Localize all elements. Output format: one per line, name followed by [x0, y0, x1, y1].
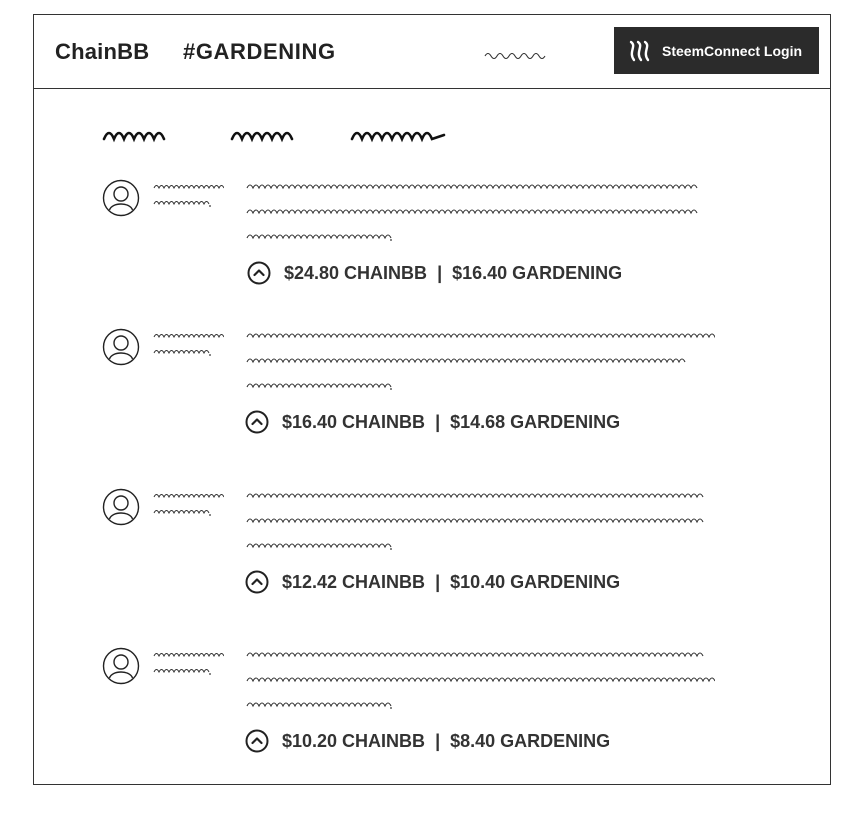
post-excerpt-placeholder [245, 647, 715, 713]
post-author-placeholder [152, 328, 224, 364]
post-item[interactable] [34, 179, 830, 309]
post-item[interactable] [34, 647, 830, 777]
post-payout [247, 261, 622, 285]
payout-gardening: $10.40 GARDENING [450, 571, 621, 592]
payout-amounts [282, 731, 610, 752]
steem-logo-icon [628, 40, 654, 62]
post-author-placeholder [152, 179, 224, 215]
user-avatar-icon[interactable] [102, 328, 140, 366]
payout-separator: | [435, 571, 441, 592]
user-avatar-icon[interactable] [102, 179, 140, 217]
post-author-placeholder [152, 647, 224, 683]
page-title [100, 121, 460, 145]
post-excerpt-placeholder [245, 488, 715, 554]
post-excerpt-placeholder [245, 328, 715, 394]
payout-gardening: $8.40 GARDENING [450, 730, 611, 751]
upvote-chevron-icon[interactable] [245, 410, 269, 434]
steemconnect-login-button[interactable] [614, 27, 819, 74]
brand-logo[interactable]: ChainBB [55, 39, 150, 64]
payout-chainbb: $10.20 CHAINBB [282, 730, 426, 751]
upvote-chevron-icon[interactable] [245, 570, 269, 594]
post-payout [245, 410, 620, 434]
payout-chainbb: $12.42 CHAINBB [282, 571, 426, 592]
post-author-placeholder [152, 488, 224, 524]
payout-separator: | [435, 411, 441, 432]
login-button-label: SteemConnect Login [662, 42, 803, 59]
payout-separator: | [435, 730, 441, 751]
payout-amounts [282, 412, 620, 433]
forum-tag-title: #GARDENING [183, 39, 336, 64]
upvote-chevron-icon[interactable] [245, 729, 269, 753]
payout-gardening: $16.40 GARDENING [452, 262, 623, 283]
payout-amounts [282, 572, 620, 593]
post-excerpt-placeholder [245, 179, 715, 245]
post-item[interactable] [34, 488, 830, 618]
header-placeholder-text [483, 49, 553, 61]
payout-separator: | [437, 262, 443, 283]
user-avatar-icon[interactable] [102, 488, 140, 526]
post-payout [245, 729, 610, 753]
payout-gardening: $14.68 GARDENING [450, 411, 621, 432]
user-avatar-icon[interactable] [102, 647, 140, 685]
post-item[interactable] [34, 328, 830, 458]
upvote-chevron-icon[interactable] [247, 261, 271, 285]
payout-chainbb: $16.40 CHAINBB [282, 411, 426, 432]
app-frame [33, 14, 831, 785]
header-bar [34, 15, 830, 89]
payout-chainbb: $24.80 CHAINBB [284, 262, 428, 283]
post-payout [245, 570, 620, 594]
payout-amounts [284, 263, 622, 284]
